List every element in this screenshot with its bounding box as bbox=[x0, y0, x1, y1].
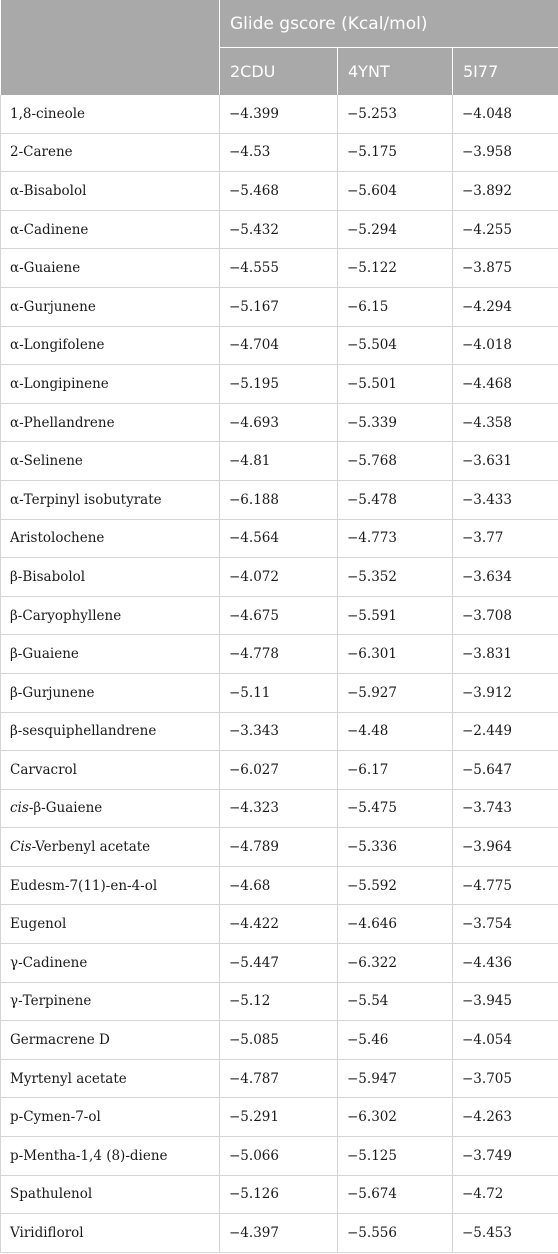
score-2cdu-cell: −5.085 bbox=[220, 1021, 338, 1060]
score-4ynt-cell: −5.556 bbox=[338, 1214, 453, 1253]
score-5i77-cell: −3.958 bbox=[453, 133, 558, 172]
compound-name-cell bbox=[1, 519, 220, 558]
compound-name-cell bbox=[1, 905, 220, 944]
score-5i77-cell: −4.263 bbox=[453, 1098, 558, 1137]
score-5i77-cell: −3.754 bbox=[453, 905, 558, 944]
score-5i77-cell: −3.77 bbox=[453, 519, 558, 558]
compound-name: 1,8-cineole bbox=[10, 105, 86, 122]
compound-name-cell bbox=[1, 172, 220, 211]
table-row bbox=[1, 866, 558, 905]
compound-name: β-sesquiphellandrene bbox=[10, 723, 157, 740]
score-4ynt-cell: −5.478 bbox=[338, 480, 453, 519]
score-2cdu-cell: −4.675 bbox=[220, 596, 338, 635]
score-5i77-cell: −5.647 bbox=[453, 751, 558, 790]
score-2cdu-cell: −4.81 bbox=[220, 442, 338, 481]
table-row bbox=[1, 789, 558, 828]
score-4ynt-cell: −5.294 bbox=[338, 210, 453, 249]
compound-name-cell bbox=[1, 133, 220, 172]
compound-name-cell bbox=[1, 866, 220, 905]
compound-name-cell bbox=[1, 828, 220, 867]
score-5i77-cell: −4.436 bbox=[453, 944, 558, 983]
score-2cdu-cell: −4.422 bbox=[220, 905, 338, 944]
score-2cdu-cell: −5.066 bbox=[220, 1137, 338, 1176]
header-corner-cell bbox=[1, 0, 220, 95]
compound-name: α-Gurjunene bbox=[10, 298, 96, 315]
score-5i77-cell: −3.875 bbox=[453, 249, 558, 288]
compound-name-cell bbox=[1, 982, 220, 1021]
score-5i77-cell: −4.255 bbox=[453, 210, 558, 249]
score-2cdu-cell: −5.126 bbox=[220, 1175, 338, 1214]
compound-name: Eudesm-7(11)-en-4-ol bbox=[10, 877, 158, 894]
compound-name-cell bbox=[1, 751, 220, 790]
table-row bbox=[1, 905, 558, 944]
table-row bbox=[1, 403, 558, 442]
score-4ynt-cell: −6.15 bbox=[338, 287, 453, 326]
score-4ynt-cell: −5.54 bbox=[338, 982, 453, 1021]
score-2cdu-cell: −4.397 bbox=[220, 1214, 338, 1253]
compound-name: α-Bisabolol bbox=[10, 182, 87, 199]
compound-name-cell bbox=[1, 789, 220, 828]
compound-name-italic-prefix: Cis bbox=[10, 839, 32, 856]
score-5i77-cell: −4.72 bbox=[453, 1175, 558, 1214]
header-col-5i77: 5I77 bbox=[453, 48, 558, 96]
table-row bbox=[1, 751, 558, 790]
compound-name: -β-Guaiene bbox=[28, 800, 103, 817]
score-2cdu-cell: −5.291 bbox=[220, 1098, 338, 1137]
score-2cdu-cell: −6.188 bbox=[220, 480, 338, 519]
table-row bbox=[1, 1021, 558, 1060]
score-5i77-cell: −3.831 bbox=[453, 635, 558, 674]
score-5i77-cell: −3.743 bbox=[453, 789, 558, 828]
score-2cdu-cell: −4.072 bbox=[220, 558, 338, 597]
table-row bbox=[1, 712, 558, 751]
score-4ynt-cell: −5.122 bbox=[338, 249, 453, 288]
compound-name-cell bbox=[1, 1137, 220, 1176]
score-4ynt-cell: −4.646 bbox=[338, 905, 453, 944]
score-5i77-cell: −3.964 bbox=[453, 828, 558, 867]
score-5i77-cell: −4.054 bbox=[453, 1021, 558, 1060]
score-4ynt-cell: −5.674 bbox=[338, 1175, 453, 1214]
table-header bbox=[1, 0, 558, 95]
score-2cdu-cell: −4.555 bbox=[220, 249, 338, 288]
table-row bbox=[1, 673, 558, 712]
compound-name: β-Bisabolol bbox=[10, 568, 86, 585]
compound-name-cell bbox=[1, 95, 220, 133]
score-2cdu-cell: −5.447 bbox=[220, 944, 338, 983]
score-2cdu-cell: −5.11 bbox=[220, 673, 338, 712]
compound-name: α-Longipinene bbox=[10, 375, 109, 392]
compound-name-cell bbox=[1, 365, 220, 404]
compound-name-cell bbox=[1, 1175, 220, 1214]
table-row bbox=[1, 1059, 558, 1098]
score-4ynt-cell: −4.773 bbox=[338, 519, 453, 558]
compound-name: -Verbenyl acetate bbox=[31, 839, 151, 856]
table-row bbox=[1, 326, 558, 365]
score-2cdu-cell: −3.343 bbox=[220, 712, 338, 751]
score-4ynt-cell: −5.768 bbox=[338, 442, 453, 481]
score-2cdu-cell: −5.167 bbox=[220, 287, 338, 326]
compound-name-cell bbox=[1, 1098, 220, 1137]
compound-name: Viridiflorol bbox=[10, 1225, 84, 1242]
compound-name: p-Mentha-1,4 (8)-diene bbox=[10, 1147, 168, 1164]
score-4ynt-cell: −6.302 bbox=[338, 1098, 453, 1137]
score-4ynt-cell: −5.504 bbox=[338, 326, 453, 365]
score-4ynt-cell: −5.591 bbox=[338, 596, 453, 635]
compound-name: α-Selinene bbox=[10, 453, 83, 470]
table-row bbox=[1, 596, 558, 635]
score-4ynt-cell: −5.927 bbox=[338, 673, 453, 712]
compound-name: β-Caryophyllene bbox=[10, 607, 122, 624]
score-4ynt-cell: −5.175 bbox=[338, 133, 453, 172]
compound-name: Germacrene D bbox=[10, 1032, 110, 1049]
compound-name-cell bbox=[1, 249, 220, 288]
table-row bbox=[1, 480, 558, 519]
score-2cdu-cell: −5.432 bbox=[220, 210, 338, 249]
table-row bbox=[1, 172, 558, 211]
score-5i77-cell: −3.708 bbox=[453, 596, 558, 635]
score-4ynt-cell: −5.501 bbox=[338, 365, 453, 404]
score-2cdu-cell: −4.789 bbox=[220, 828, 338, 867]
compound-name-cell bbox=[1, 1059, 220, 1098]
compound-name-cell bbox=[1, 673, 220, 712]
score-2cdu-cell: −5.12 bbox=[220, 982, 338, 1021]
table-row bbox=[1, 95, 558, 133]
score-5i77-cell: −4.358 bbox=[453, 403, 558, 442]
score-2cdu-cell: −6.027 bbox=[220, 751, 338, 790]
compound-name-cell bbox=[1, 558, 220, 597]
score-5i77-cell: −2.449 bbox=[453, 712, 558, 751]
score-2cdu-cell: −4.399 bbox=[220, 95, 338, 133]
compound-name: Carvacrol bbox=[10, 761, 77, 778]
score-2cdu-cell: −5.195 bbox=[220, 365, 338, 404]
score-5i77-cell: −3.631 bbox=[453, 442, 558, 481]
table-row bbox=[1, 828, 558, 867]
header-glide-gscore: Glide gscore (Kcal/mol) bbox=[220, 0, 558, 48]
score-4ynt-cell: −5.339 bbox=[338, 403, 453, 442]
score-2cdu-cell: −4.787 bbox=[220, 1059, 338, 1098]
compound-name-cell bbox=[1, 944, 220, 983]
compound-name-cell bbox=[1, 480, 220, 519]
score-5i77-cell: −3.705 bbox=[453, 1059, 558, 1098]
table-body bbox=[1, 95, 558, 1252]
table-row bbox=[1, 210, 558, 249]
compound-name: β-Guaiene bbox=[10, 646, 79, 663]
score-2cdu-cell: −4.704 bbox=[220, 326, 338, 365]
score-5i77-cell: −4.775 bbox=[453, 866, 558, 905]
score-2cdu-cell: −4.68 bbox=[220, 866, 338, 905]
score-5i77-cell: −4.018 bbox=[453, 326, 558, 365]
compound-name: Aristolochene bbox=[10, 530, 105, 547]
table-row bbox=[1, 287, 558, 326]
compound-name: α-Terpinyl isobutyrate bbox=[10, 491, 162, 508]
compound-name: γ-Cadinene bbox=[10, 954, 88, 971]
score-4ynt-cell: −5.336 bbox=[338, 828, 453, 867]
compound-name-cell bbox=[1, 326, 220, 365]
table-row bbox=[1, 133, 558, 172]
compound-name: p-Cymen-7-ol bbox=[10, 1109, 101, 1126]
compound-name: α-Longifolene bbox=[10, 337, 105, 354]
table-row bbox=[1, 1137, 558, 1176]
score-2cdu-cell: −5.468 bbox=[220, 172, 338, 211]
table-row bbox=[1, 944, 558, 983]
score-5i77-cell: −3.945 bbox=[453, 982, 558, 1021]
table-row bbox=[1, 442, 558, 481]
score-2cdu-cell: −4.693 bbox=[220, 403, 338, 442]
score-4ynt-cell: −6.17 bbox=[338, 751, 453, 790]
score-4ynt-cell: −5.46 bbox=[338, 1021, 453, 1060]
table-row bbox=[1, 519, 558, 558]
score-5i77-cell: −3.892 bbox=[453, 172, 558, 211]
table-row bbox=[1, 1175, 558, 1214]
compound-name-cell bbox=[1, 1214, 220, 1253]
score-5i77-cell: −4.468 bbox=[453, 365, 558, 404]
compound-name-cell bbox=[1, 635, 220, 674]
compound-name: Spathulenol bbox=[10, 1186, 93, 1203]
table-row bbox=[1, 635, 558, 674]
score-2cdu-cell: −4.778 bbox=[220, 635, 338, 674]
compound-name-italic-prefix: cis bbox=[10, 800, 29, 817]
compound-name-cell bbox=[1, 1021, 220, 1060]
score-5i77-cell: −3.749 bbox=[453, 1137, 558, 1176]
score-4ynt-cell: −6.322 bbox=[338, 944, 453, 983]
compound-name-cell bbox=[1, 596, 220, 635]
score-4ynt-cell: −5.475 bbox=[338, 789, 453, 828]
compound-name-cell bbox=[1, 210, 220, 249]
compound-name: 2-Carene bbox=[10, 144, 73, 161]
score-4ynt-cell: −6.301 bbox=[338, 635, 453, 674]
score-5i77-cell: −3.634 bbox=[453, 558, 558, 597]
table-row bbox=[1, 365, 558, 404]
compound-name-cell bbox=[1, 403, 220, 442]
compound-name: α-Guaiene bbox=[10, 260, 81, 277]
score-5i77-cell: −3.433 bbox=[453, 480, 558, 519]
table-row bbox=[1, 1098, 558, 1137]
score-5i77-cell: −3.912 bbox=[453, 673, 558, 712]
header-col-4ynt: 4YNT bbox=[338, 48, 453, 96]
score-4ynt-cell: −5.604 bbox=[338, 172, 453, 211]
score-4ynt-cell: −5.947 bbox=[338, 1059, 453, 1098]
score-5i77-cell: −5.453 bbox=[453, 1214, 558, 1253]
table-row bbox=[1, 249, 558, 288]
score-2cdu-cell: −4.53 bbox=[220, 133, 338, 172]
score-5i77-cell: −4.048 bbox=[453, 95, 558, 133]
table-row bbox=[1, 558, 558, 597]
compound-name: α-Cadinene bbox=[10, 221, 89, 238]
score-4ynt-cell: −4.48 bbox=[338, 712, 453, 751]
score-2cdu-cell: −4.323 bbox=[220, 789, 338, 828]
score-4ynt-cell: −5.125 bbox=[338, 1137, 453, 1176]
header-col-2cdu: 2CDU bbox=[220, 48, 338, 96]
score-2cdu-cell: −4.564 bbox=[220, 519, 338, 558]
compound-name: β-Gurjunene bbox=[10, 684, 95, 701]
compound-name-cell bbox=[1, 712, 220, 751]
compound-name-cell bbox=[1, 287, 220, 326]
score-4ynt-cell: −5.352 bbox=[338, 558, 453, 597]
score-4ynt-cell: −5.253 bbox=[338, 95, 453, 133]
score-5i77-cell: −4.294 bbox=[453, 287, 558, 326]
table-row bbox=[1, 1214, 558, 1253]
compound-name: Eugenol bbox=[10, 916, 67, 933]
compound-name: γ-Terpinene bbox=[10, 993, 92, 1010]
score-4ynt-cell: −5.592 bbox=[338, 866, 453, 905]
table-row bbox=[1, 982, 558, 1021]
compound-name: α-Phellandrene bbox=[10, 414, 115, 431]
compound-name-cell bbox=[1, 442, 220, 481]
compound-name: Myrtenyl acetate bbox=[10, 1070, 127, 1087]
